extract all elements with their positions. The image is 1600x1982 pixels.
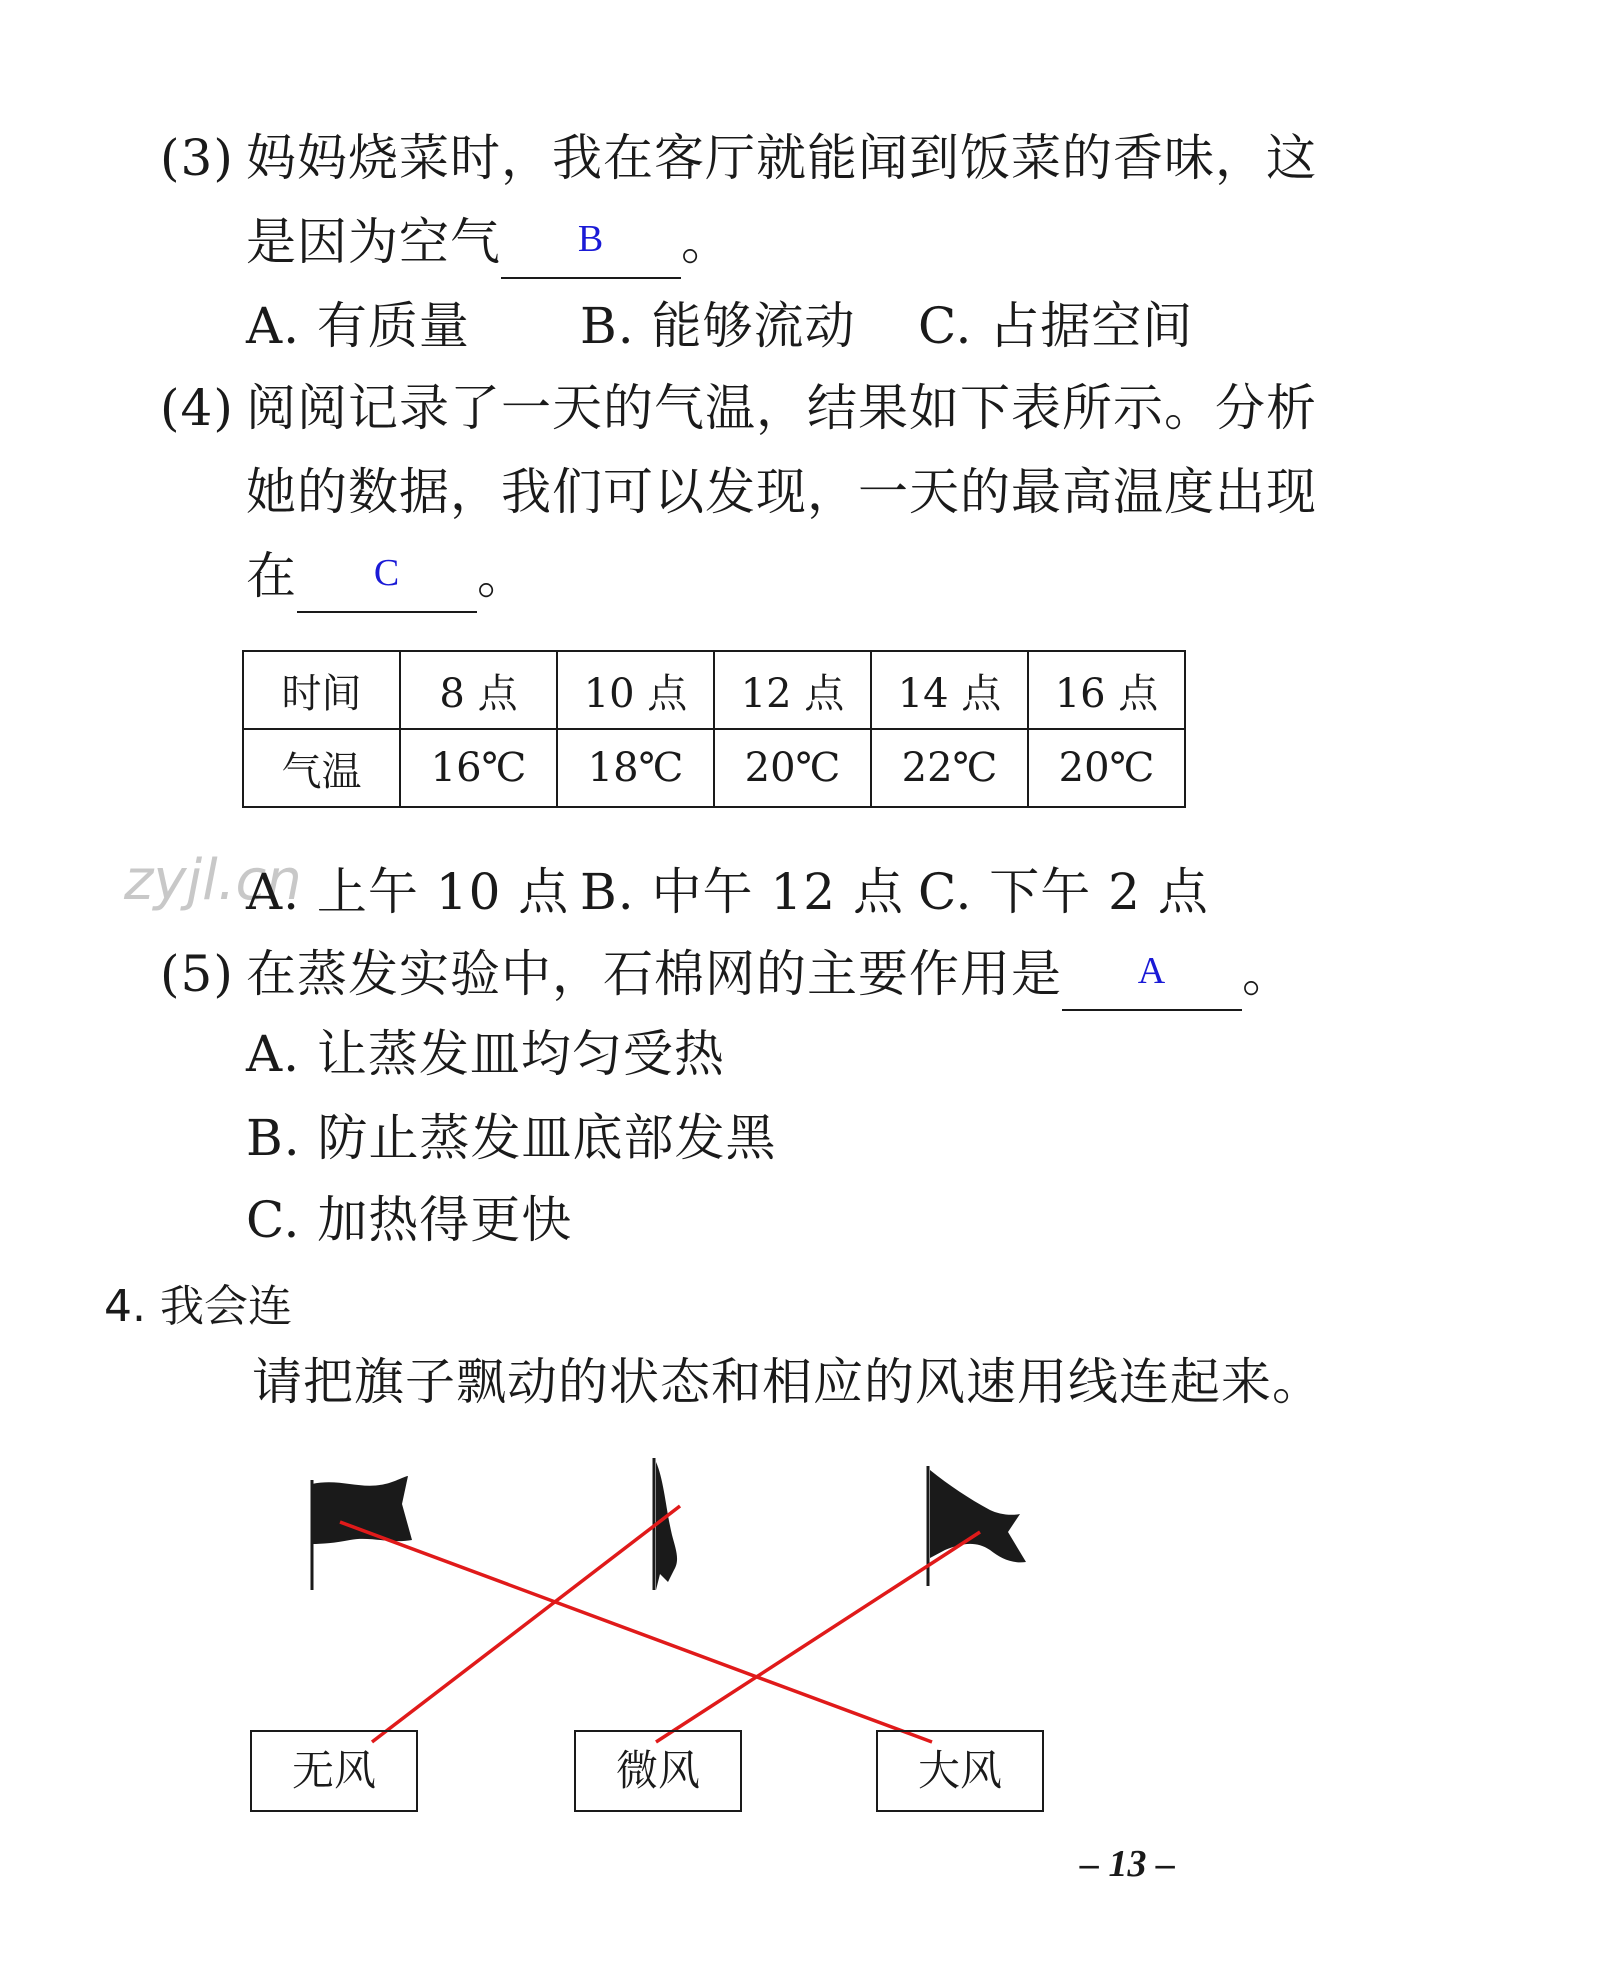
table-cell: 20℃ (1028, 729, 1185, 807)
table-cell: 10 点 (557, 651, 714, 729)
box-strong-wind[interactable]: 大风 (876, 1730, 1044, 1812)
q5-option-a: A. 让蒸发皿均匀受热 (246, 1025, 725, 1083)
q4-answer-blank[interactable] (297, 546, 477, 613)
q5-answer-blank[interactable] (1062, 944, 1242, 1011)
q5-line1 (246, 944, 1293, 1011)
q3-line2-suffix: 。 (681, 213, 732, 271)
match-line-2 (372, 1506, 680, 1742)
table-cell: 14 点 (871, 651, 1028, 729)
q5-line1-prefix: 在蒸发实验中，石棉网的主要作用是 (246, 945, 1062, 1003)
flag-waving-icon (928, 1466, 1026, 1586)
q4-line3-suffix: 。 (477, 547, 528, 605)
q5-number: (5) (160, 945, 234, 1003)
q5-answer: A (1137, 950, 1167, 992)
table-cell: 16 点 (1028, 651, 1185, 729)
table-cell: 8 点 (400, 651, 557, 729)
q3-option-c: C. 占据空间 (918, 297, 1194, 355)
table-row-time (243, 651, 1185, 729)
box-light-wind[interactable]: 微风 (574, 1730, 742, 1812)
q4-option-b: B. 中午 12 点 (580, 863, 904, 921)
q4-number: (4) (160, 379, 234, 437)
watermark: zyjl.cn (124, 848, 302, 913)
table-cell: 气温 (243, 729, 400, 807)
q3-number: (3) (160, 129, 234, 187)
q3-answer: B (577, 218, 605, 260)
match-line-3 (656, 1532, 980, 1742)
q5-option-b: B. 防止蒸发皿底部发黑 (246, 1109, 777, 1167)
q4-line2: 她的数据，我们可以发现，一天的最高温度出现 (246, 463, 1317, 521)
q3-option-a: A. 有质量 (246, 297, 470, 355)
table-cell: 12 点 (714, 651, 871, 729)
q4-line1: 阅阅记录了一天的气温，结果如下表所示。分析 (246, 379, 1317, 437)
q4-option-a: A. 上午 10 点 (246, 863, 570, 921)
match-line-1 (340, 1522, 932, 1742)
q3-line2 (246, 212, 732, 279)
q3-line2-prefix: 是因为空气 (246, 213, 501, 271)
table-cell: 20℃ (714, 729, 871, 807)
temperature-table (242, 650, 1186, 808)
table-cell: 18℃ (557, 729, 714, 807)
page-number: – 13 – (1080, 1843, 1175, 1885)
q5-line1-suffix: 。 (1242, 945, 1293, 1003)
table-cell: 时间 (243, 651, 400, 729)
q4-option-c: C. 下午 2 点 (918, 863, 1209, 921)
q4-answer: C (373, 552, 401, 594)
q3-answer-blank[interactable] (501, 212, 681, 279)
table-row-temperature (243, 729, 1185, 807)
box-no-wind[interactable]: 无风 (250, 1730, 418, 1812)
q4-line3 (246, 546, 528, 613)
q5-option-c: C. 加热得更快 (246, 1191, 573, 1249)
section-title: 4. 我会连 (104, 1281, 292, 1332)
q4-line3-prefix: 在 (246, 547, 297, 605)
q3-line1: 妈妈烧菜时，我在客厅就能闻到饭菜的香味，这 (246, 129, 1317, 187)
flags-diagram (0, 1440, 1600, 1820)
table-cell: 22℃ (871, 729, 1028, 807)
table-cell: 16℃ (400, 729, 557, 807)
q3-option-b: B. 能够流动 (580, 297, 856, 355)
flag-extended-icon (312, 1476, 412, 1590)
section-instruction: 请把旗子飘动的状态和相应的风速用线连起来。 (252, 1353, 1323, 1411)
